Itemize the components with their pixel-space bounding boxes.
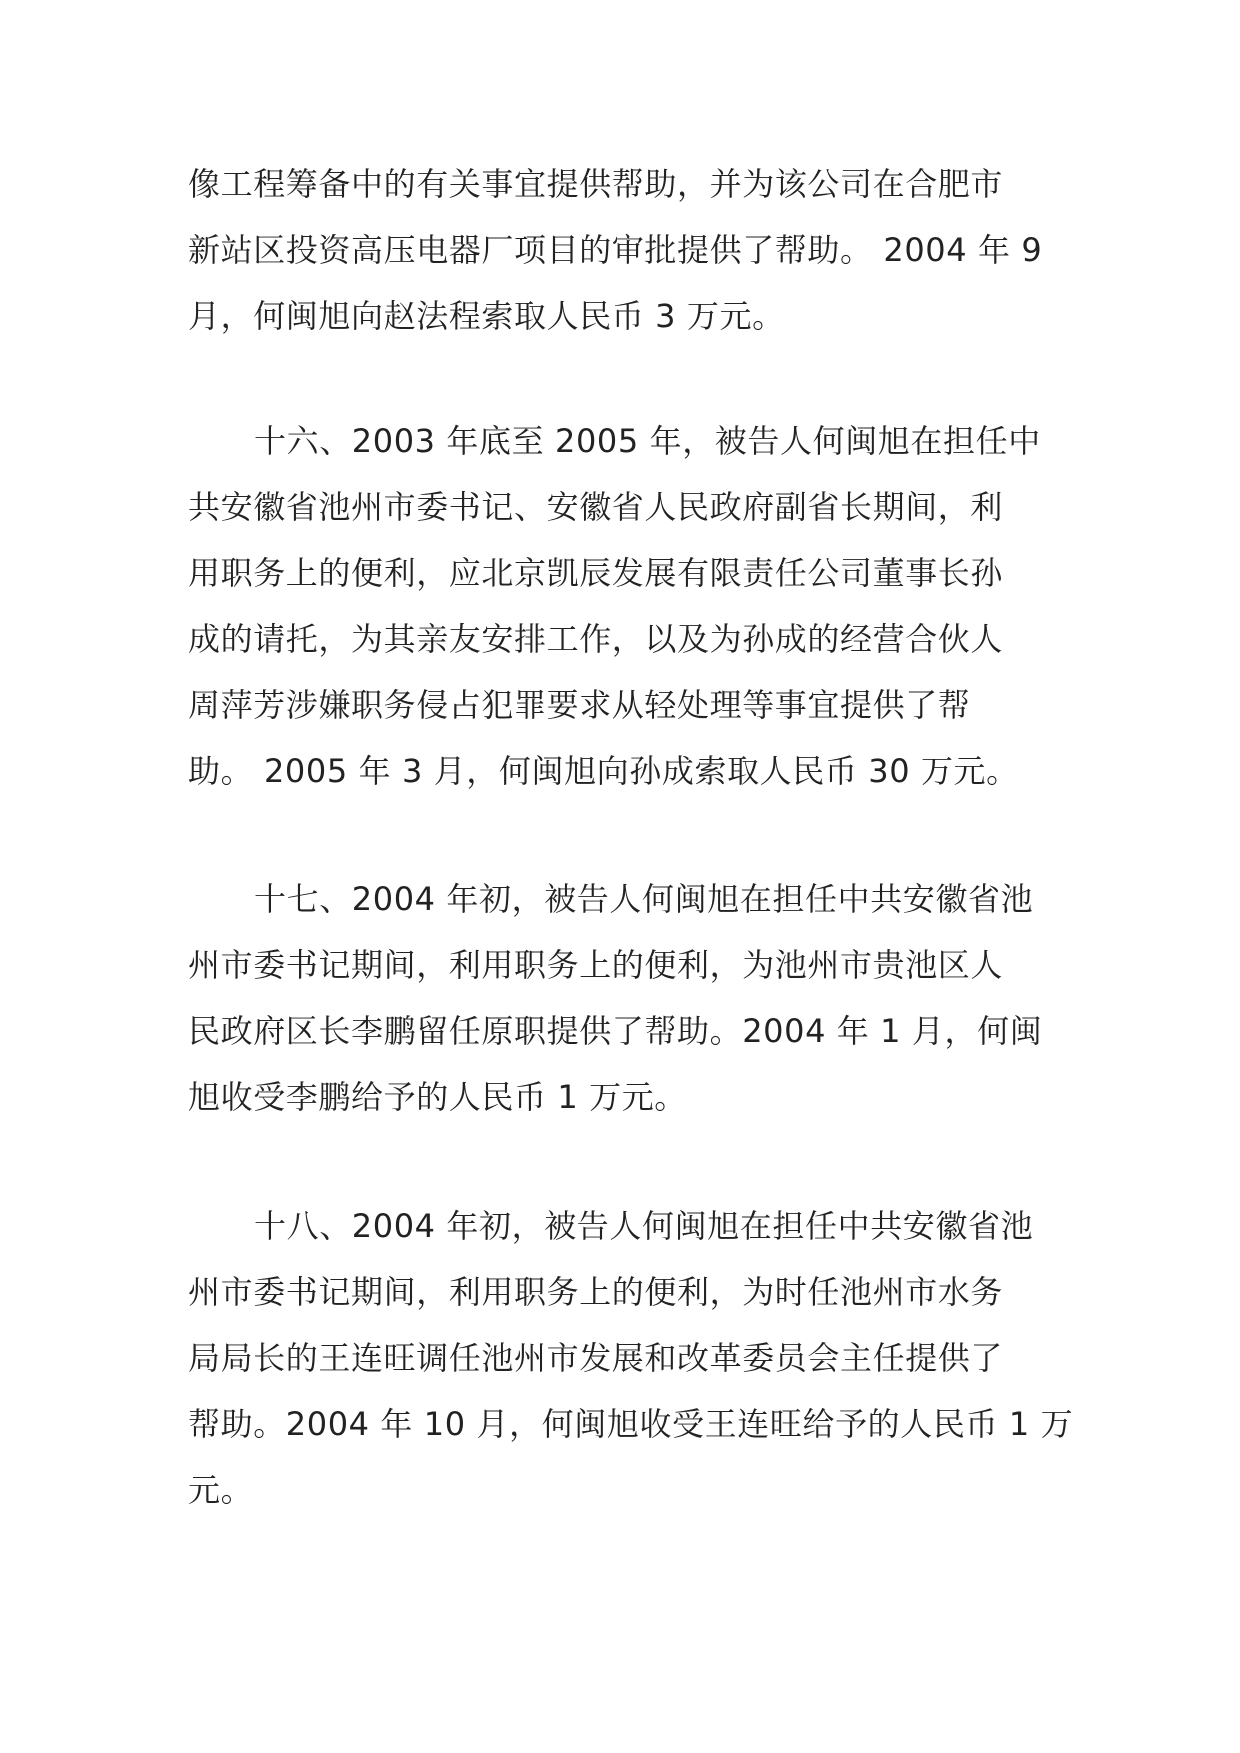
paragraph-item-17: [188, 866, 1068, 1130]
text-line: 帮助。2004 年 10 月，何闽旭收受王连旺给予的人民币 1 万: [188, 1405, 1074, 1443]
text-line: 州市委书记期间，利用职务上的便利，为时任池州市水务: [188, 1273, 1004, 1311]
text-line: 周萍芳涉嫌职务侵占犯罪要求从轻处理等事宜提供了帮: [188, 686, 971, 724]
text-line: 州市委书记期间，利用职务上的便利，为池州市贵池区人: [188, 946, 1004, 984]
text-line: 元。: [188, 1471, 254, 1509]
text-line: 成的请托，为其亲友安排工作，以及为孙成的经营合伙人: [188, 620, 1004, 658]
text-line: 用职务上的便利，应北京凯辰发展有限责任公司董事长孙: [188, 554, 1004, 592]
text-line: 共安徽省池州市委书记、安徽省人民政府副省长期间，利: [188, 488, 1004, 526]
text-line: 十七、2004 年初，被告人何闽旭在担任中共安徽省池: [254, 880, 1034, 918]
paragraph-item-18: [188, 1193, 1074, 1523]
text-line: 民政府区长李鹏留任原职提供了帮助。2004 年 1 月，何闽: [188, 1012, 1043, 1050]
text-line: 旭收受李鹏给予的人民币 1 万元。: [188, 1078, 687, 1116]
text-line: 月，何闽旭向赵法程索取人民币 3 万元。: [188, 297, 785, 335]
paragraph-item-16: [188, 408, 1068, 804]
text-line: 助。 2005 年 3 月，何闽旭向孙成索取人民币 30 万元。: [188, 752, 1019, 790]
text-line: 十六、2003 年底至 2005 年，被告人何闽旭在担任中: [254, 422, 1041, 460]
text-line: 像工程筹备中的有关事宜提供帮助，并为该公司在合肥市: [188, 165, 1004, 203]
paragraph-continuation: [188, 151, 1068, 349]
text-line: 新站区投资高压电器厂项目的审批提供了帮助。 2004 年 9: [188, 231, 1043, 269]
text-line: 局局长的王连旺调任池州市发展和改革委员会主任提供了: [188, 1339, 1004, 1377]
text-line: 十八、2004 年初，被告人何闽旭在担任中共安徽省池: [254, 1207, 1034, 1245]
